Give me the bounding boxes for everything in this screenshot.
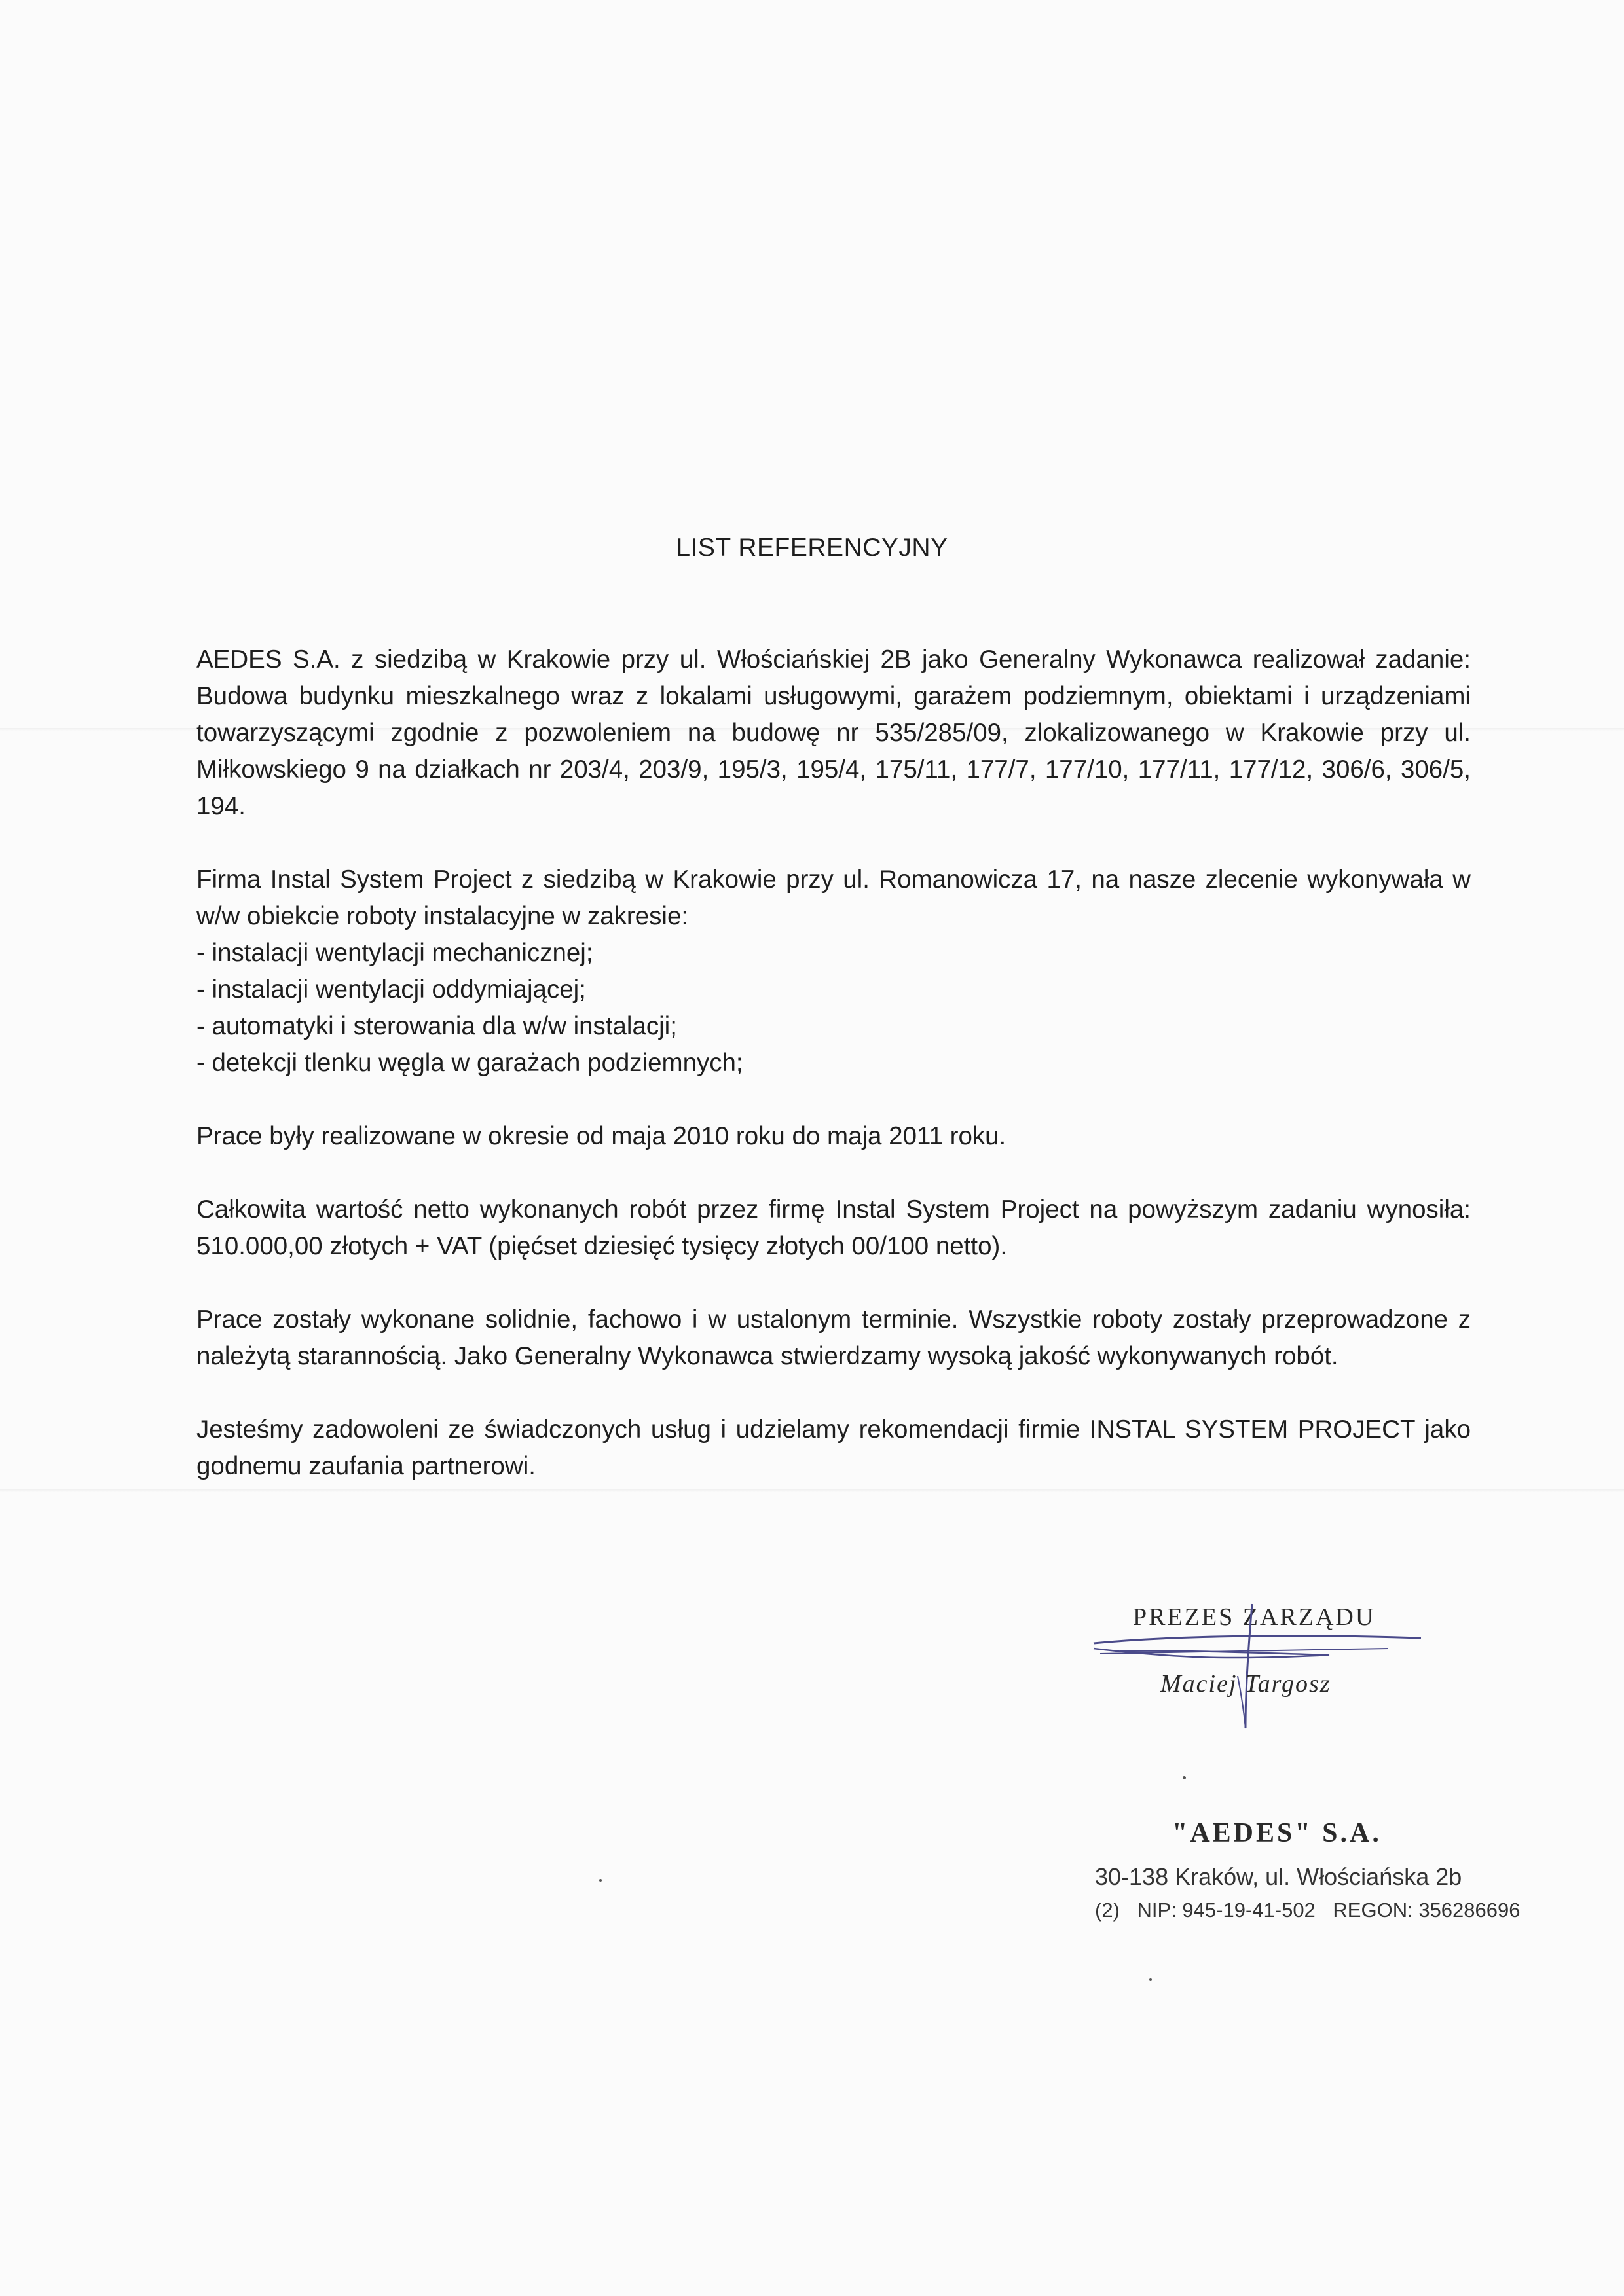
nip-number: NIP: 945-19-41-502 (1137, 1899, 1316, 1922)
paragraph-quality: Prace zostały wykonane solidnie, fachowo i w ustalonym terminie. Wszystkie roboty zostały przeprowadzone z należytą starannością. Jako Generalny Wykonawca stwierdzamy wysoką jakość wykonywanych robót. (196, 1305, 1471, 1370)
list-item: - instalacji wentylacji mechanicznej; (196, 939, 593, 967)
paragraph-intro: AEDES S.A. z siedzibą w Krakowie przy ul. Włościańskiej 2B jako Generalny Wykonawca realizował zadanie: Budowa budynku mieszkalnego wraz z lokalami usługowymi, garażem podziemnym, obiektami i urządzeniami towarzyszącymi zgodnie z pozwoleniem na budowę nr 535/285/09, zlokalizowanego w Krakowie przy ul. Miłkowskiego 9 na działkach nr 203/4, 203/9, 195/3, 195/4, 175/11, 177/7, 177/10, 177/11, 177/12, 306/6, 306/5, 194. (196, 646, 1471, 820)
paragraph-value: Całkowita wartość netto wykonanych robót przez firmę Instal System Project na powyższym zadaniu wynosiła: 510.000,00 złotych + VAT (pięćset dziesięć tysięcy złotych 00/100 netto). (196, 1195, 1471, 1260)
paragraph-contractor: Firma Instal System Project z siedzibą w Krakowie przy ul. Romanowicza 17, na nasze zlecenie wykonywała w w/w obiekcie roboty instalacyjne w zakresie: (196, 866, 1471, 930)
document-title: LIST REFERENCYJNY (676, 534, 948, 562)
phone-prefix: (2) (1095, 1899, 1120, 1922)
signature-role: PREZES ZARZĄDU (1133, 1603, 1376, 1631)
paragraph-recommendation: Jesteśmy zadowoleni ze świadczonych usług i udzielamy rekomendacji firmie INSTAL SYSTEM PROJECT jako godnemu zaufania partnerowi. (196, 1415, 1471, 1480)
company-name: "AEDES" S.A. (1172, 1818, 1382, 1848)
paper-speck (1183, 1776, 1186, 1779)
paper-speck (1149, 1978, 1152, 1981)
company-identifiers (1095, 1899, 1532, 1922)
regon-number: REGON: 356286696 (1333, 1899, 1521, 1922)
list-item: - instalacji wentylacji oddymiającej; (196, 975, 586, 1004)
paper-speck (599, 1879, 602, 1882)
signatory-name: Maciej Targosz (1160, 1670, 1331, 1698)
list-item: - detekcji tlenku węgla w garażach podziemnych; (196, 1049, 743, 1077)
company-address: 30-138 Kraków, ul. Włościańska 2b (1095, 1863, 1462, 1890)
scope-list (196, 935, 1471, 1082)
letter-body (196, 642, 1471, 1522)
list-item: - automatyki i sterowania dla w/w instalacji; (196, 1012, 677, 1040)
paragraph-period: Prace były realizowane w okresie od maja 2010 roku do maja 2011 roku. (196, 1122, 1006, 1150)
